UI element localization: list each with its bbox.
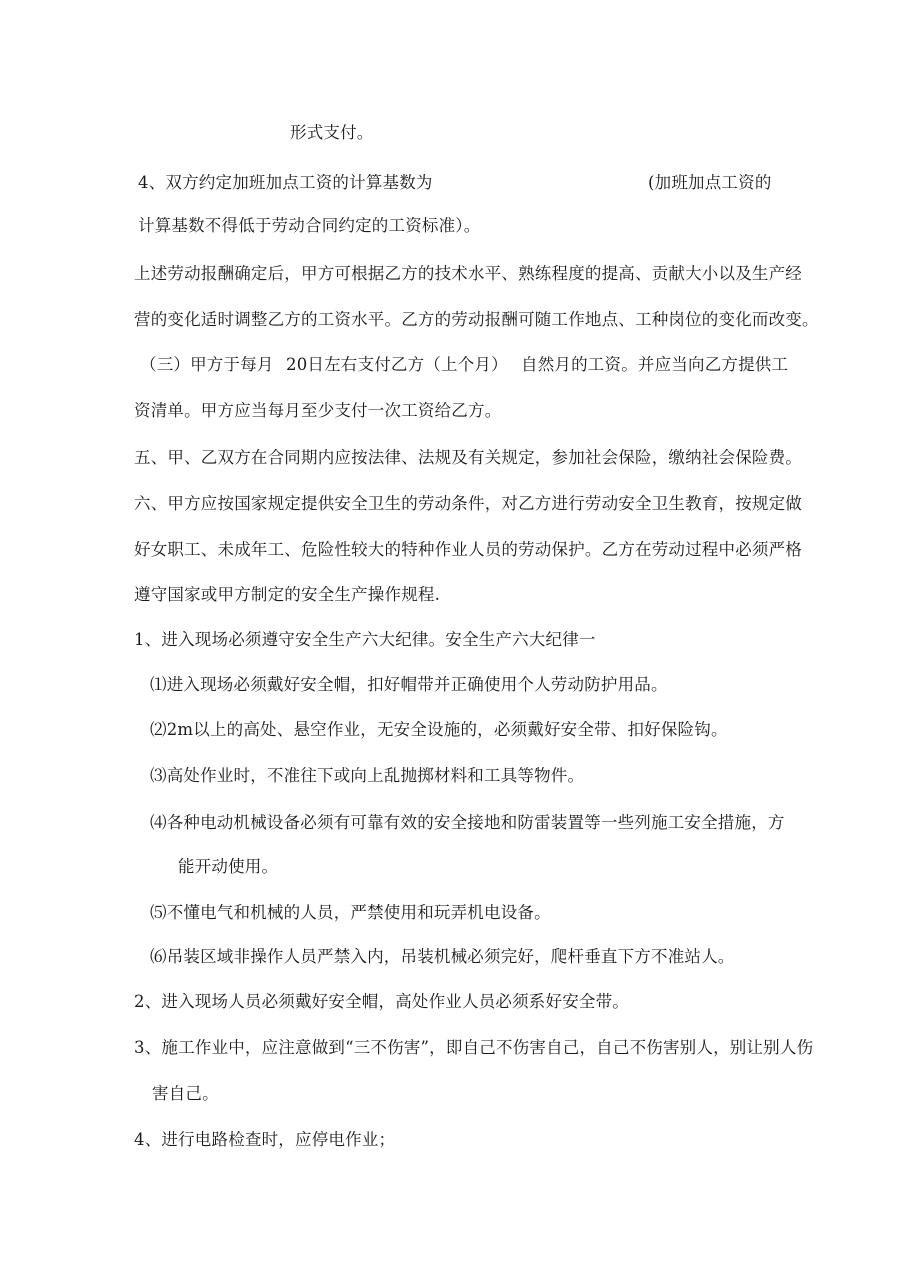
text-line: 遵守国家或甲方制定的安全生产操作规程. [134,585,441,604]
text-line: ⑸不懂电气和机械的人员，严禁使用和玩弄机电设备。 [150,903,551,922]
text-line: 营的变化适时调整乙方的工资水平。乙方的劳动报酬可随工作地点、工种岗位的变化而改变。 [134,310,819,329]
text-line: 六、甲方应按国家规定提供安全卫生的劳动条件，对乙方进行劳动安全卫生教育，按规定做 [134,494,802,513]
text-line: 4、进行电路检查时，应停电作业； [134,1130,396,1149]
text-line: 能开动使用。 [178,857,279,876]
text-line: （三）甲方于每月 [140,355,274,374]
text-line: 1、进入现场必须遵守安全生产六大纪律。安全生产六大纪律一 [134,630,596,649]
text-line: 资清单。甲方应当每月至少支付一次工资给乙方。 [134,401,502,420]
text-line: ⑴进入现场必须戴好安全帽，扣好帽带并正确使用个人劳动防护用品。 [150,675,668,694]
text-line: ⑵2m以上的高处、悬空作业，无安全设施的，必须戴好安全带、扣好保险钩。 [150,720,728,739]
text-line: 4、双方约定加班加点工资的计算基数为 [138,173,433,192]
text-line: 2、进入现场人员必须戴好安全帽，高处作业人员必须系好安全带。 [134,992,629,1011]
text-line: 好女职工、未成年工、危险性较大的特种作业人员的劳动保护。乙方在劳动过程中必须严格 [134,540,802,559]
text-line: 五、甲、乙双方在合同期内应按法律、法规及有关规定，参加社会保险，缴纳社会保险费。 [134,448,802,467]
text-line: 20日左右支付乙方（上个月） [286,355,508,374]
text-line: 3、施工作业中，应注意做到“三不伤害”，即自己不伤害自己，自己不伤害别人，别让别人伤 [134,1038,814,1057]
text-line: 形式支付。 [290,123,374,142]
text-line: ⑶高处作业时，不准往下或向上乱抛掷材料和工具等物件。 [150,766,585,785]
text-line: ⑷各种电动机械设备必须有可靠有效的安全接地和防雷装置等一些列施工安全措施，方 [150,813,785,832]
text-line: 计算基数不得低于劳动合同约定的工资标准）。 [138,216,481,235]
text-line: 上述劳动报酬确定后，甲方可根据乙方的技术水平、熟练程度的提高、贡献大小以及生产经 [134,264,802,283]
text-line: ⑹吊装区域非操作人员严禁入内，吊装机械必须完好，爬杆垂直下方不准站人。 [150,947,735,966]
text-line: (加班加点工资的 [648,173,772,192]
text-line: 害自己。 [152,1084,219,1103]
text-line: 自然月的工资。并应当向乙方提供工 [521,355,789,374]
